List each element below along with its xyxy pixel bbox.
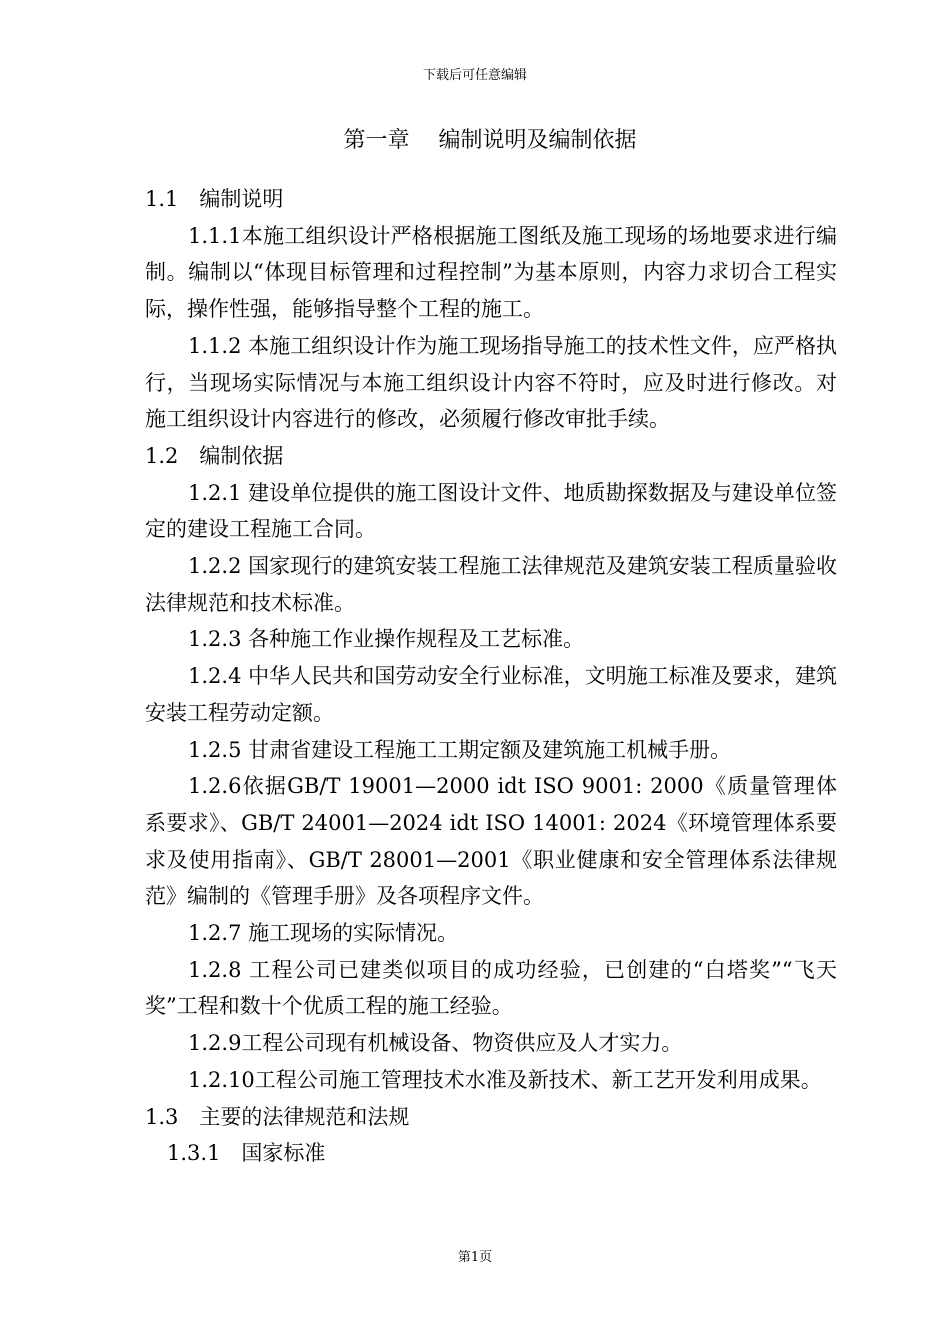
paragraph-1-2-4: 1.2.4 中华人民共和国劳动安全行业标准，文明施工标准及要求，建筑安装工程劳动定额。: [145, 664, 837, 725]
header-note: 下载后可任意编辑: [422, 68, 527, 83]
paragraph-1-2-3: 1.2.3 各种施工作业操作规程及工艺标准。: [188, 627, 585, 652]
footer-page-number: 第1页: [457, 1250, 493, 1265]
section-heading-1-2: 1.2 编制依据: [145, 443, 284, 468]
section-heading-1-3: 1.3 主要的法律规范和法规: [145, 1104, 410, 1129]
section-heading-1-1: 1.1 编制说明: [145, 187, 284, 211]
paragraph-1-2-2: 1.2.2 国家现行的建筑安装工程施工法律规范及建筑安装工程质量验收法律规范和技术标准。: [145, 554, 837, 615]
paragraph-1-2-7: 1.2.7 施工现场的实际情况。: [188, 921, 459, 946]
paragraph-1-2-6: 1.2.6依据GB/T 19001—2000 idt ISO 9001: 2000《质量管理体系要求》、GB/T 24001—2024 idt ISO 14001: 2024《环境管理体系要求及使用指南》、GB/T 28001—2001《职业健康和安全管理体系法律规范》编制的《管理手册》及各项程序文件。: [145, 774, 837, 909]
paragraph-1-2-5: 1.2.5 甘肃省建设工程施工工期定额及建筑施工机械手册。: [188, 737, 732, 762]
paragraph-1-1-1: 1.1.1本施工组织设计严格根据施工图纸及施工现场的场地要求进行编制。编制以“体现目标管理和过程控制”为基本原则，内容力求切合工程实际，操作性强，能够指导整个工程的施工。: [145, 223, 837, 322]
paragraph-1-1-2: 1.1.2 本施工组织设计作为施工现场指导施工的技术性文件，应严格执行，当现场实际情况与本施工组织设计内容不符时，应及时进行修改。对施工组织设计内容进行的修改，必须履行修改审批手续。: [145, 333, 837, 432]
paragraph-1-2-1: 1.2.1 建设单位提供的施工图设计文件、地质勘探数据及与建设单位签定的建设工程施工合同。: [145, 480, 837, 542]
subsection-heading-1-3-1: 1.3.1 国家标准: [167, 1141, 326, 1166]
paragraph-1-2-8: 1.2.8 工程公司已建类似项目的成功经验，已创建的“白塔奖”“飞天奖”工程和数十个优质工程的施工经验。: [145, 957, 837, 1019]
paragraph-1-2-9: 1.2.9工程公司现有机械设备、物资供应及人才实力。: [188, 1031, 683, 1056]
document-body: [145, 181, 837, 1172]
chapter-title: 第一章 编制说明及编制依据: [343, 128, 637, 153]
paragraph-1-2-10: 1.2.10工程公司施工管理技术水准及新技术、新工艺开发利用成果。: [188, 1067, 822, 1092]
